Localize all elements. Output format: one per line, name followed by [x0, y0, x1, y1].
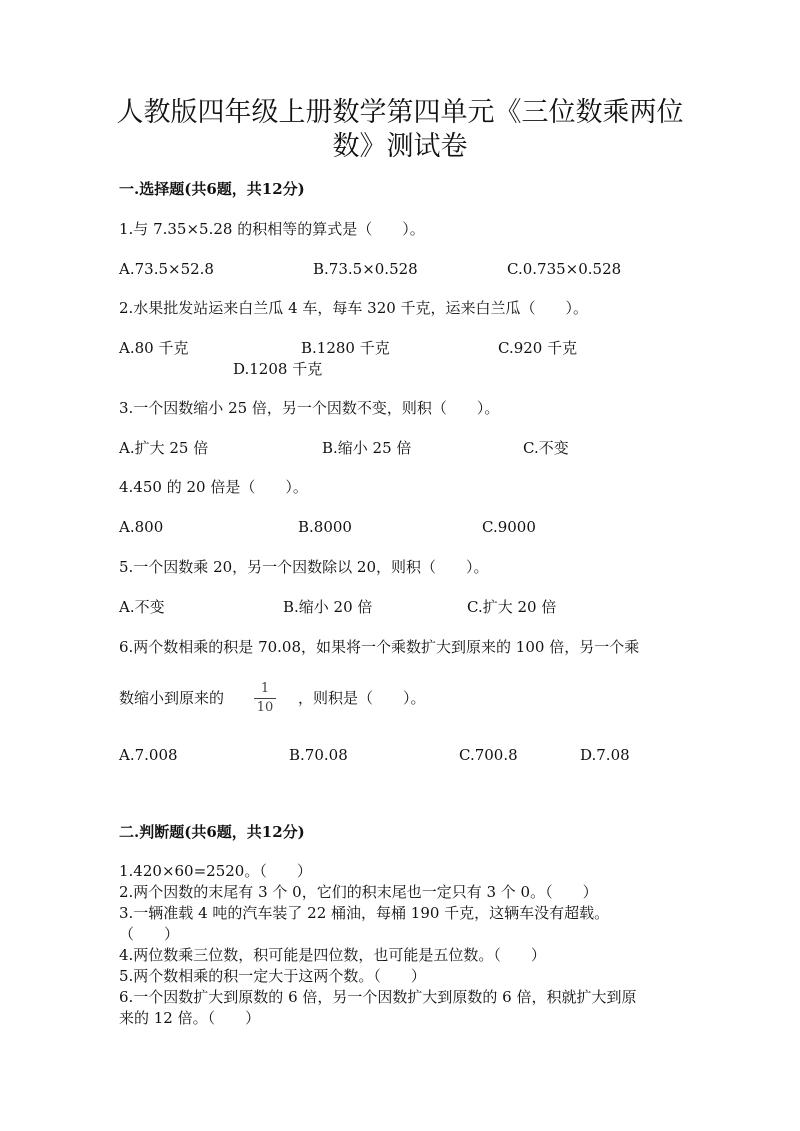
- judgment-line-6: 6.一个因数扩大到原数的 6 倍，另一个因数扩大到原数的 6 倍，积就扩大到原: [119, 988, 637, 1006]
- title-line-1: 人教版四年级上册数学第四单元《三位数乘两位: [116, 97, 684, 128]
- question-2-stem: 2.水果批发站运来白兰瓜 4 车，每车 320 千克，运来白兰瓜（ ）。: [119, 299, 589, 317]
- section-heading-choice: 一.选择题(共6题，共12分): [119, 180, 305, 198]
- question-5-option-c: C.扩大 20 倍: [467, 598, 557, 616]
- question-3-stem: 3.一个因数缩小 25 倍，另一个因数不变，则积（ ）。: [119, 399, 500, 417]
- question-1-option-b: B.73.5×0.528: [313, 260, 418, 278]
- question-6-option-d: D.7.08: [580, 746, 630, 764]
- question-5-option-b: B.缩小 20 倍: [283, 598, 373, 616]
- judgment-line-3-cont: （ ）: [119, 925, 180, 943]
- question-6-option-c: C.700.8: [459, 746, 518, 764]
- question-3-option-a: A.扩大 25 倍: [119, 439, 209, 457]
- question-3-option-c: C.不变: [523, 439, 569, 457]
- judgment-line-6-cont: 来的 12 倍。（ ）: [119, 1009, 261, 1027]
- judgment-line-5: 5.两个数相乘的积一定大于这两个数。（ ）: [119, 967, 426, 985]
- fraction-one-tenth: [254, 682, 276, 715]
- section-heading-judgment: 二.判断题(共6题，共12分): [119, 823, 305, 841]
- question-2-option-d: D.1208 千克: [233, 360, 323, 378]
- question-6-option-b: B.70.08: [289, 746, 348, 764]
- fraction-denominator: 10: [256, 700, 274, 715]
- question-4-option-b: B.8000: [298, 518, 352, 536]
- title-line-2: 数》测试卷: [332, 131, 468, 162]
- page-title: [100, 96, 700, 164]
- question-6-stem-line-2: 数缩小到原来的: [119, 689, 225, 707]
- question-6-option-a: A.7.008: [119, 746, 178, 764]
- fraction-bar: [254, 698, 276, 699]
- question-6-stem-line-1: 6.两个数相乘的积是 70.08，如果将一个乘数扩大到原来的 100 倍，另一个乘: [119, 638, 640, 656]
- question-6-stem-line-2-tail: ，则积是（ ）。: [298, 689, 426, 707]
- question-4-stem: 4.450 的 20 倍是（ ）。: [119, 478, 308, 496]
- judgment-line-1: 1.420×60=2520。（ ）: [119, 862, 312, 880]
- question-2-option-a: A.80 千克: [119, 339, 189, 357]
- question-3-option-b: B.缩小 25 倍: [322, 439, 412, 457]
- judgment-line-2: 2.两个因数的末尾有 3 个 0，它们的积末尾也一定只有 3 个 0。（ ）: [119, 883, 598, 901]
- judgment-line-4: 4.两位数乘三位数，积可能是四位数，也可能是五位数。（ ）: [119, 946, 546, 964]
- question-5-stem: 5.一个因数乘 20，另一个因数除以 20，则积（ ）。: [119, 558, 489, 576]
- question-5-option-a: A.不变: [119, 598, 165, 616]
- question-1-option-a: A.73.5×52.8: [119, 260, 214, 278]
- question-2-option-b: B.1280 千克: [301, 339, 390, 357]
- question-1-stem: 1.与 7.35×5.28 的积相等的算式是（ ）。: [119, 220, 425, 238]
- judgment-line-3: 3.一辆准载 4 吨的汽车装了 22 桶油，每桶 190 千克，这辆车没有超载。: [119, 904, 610, 922]
- question-4-option-a: A.800: [119, 518, 164, 536]
- question-4-option-c: C.9000: [482, 518, 536, 536]
- question-1-option-c: C.0.735×0.528: [507, 260, 622, 278]
- question-2-option-c: C.920 千克: [498, 339, 578, 357]
- fraction-numerator: 1: [260, 681, 270, 696]
